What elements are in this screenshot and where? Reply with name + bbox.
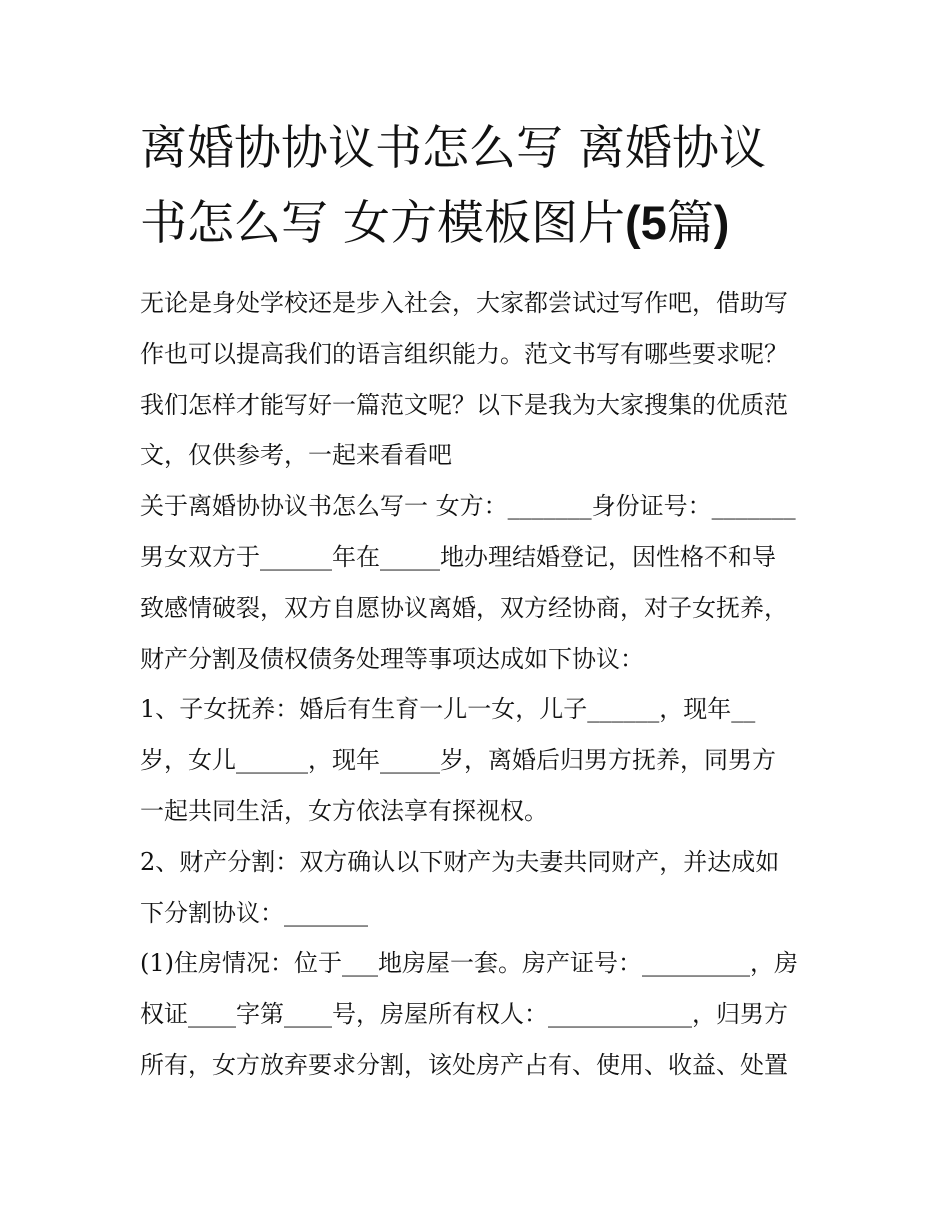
body-line: 无论是身处学校还是步入社会，大家都尝试过写作吧，借助写 — [140, 289, 788, 317]
title-line-1: 离婚协协议书怎么写 离婚协议 — [140, 121, 766, 176]
title-close-paren: ) — [713, 196, 730, 249]
body-line: 所有，女方放弃要求分割，该处房产占有、使用、收益、处置 — [140, 1050, 788, 1079]
body-line: 我们怎样才能写好一篇范文呢？以下是我为大家搜集的优质范 — [140, 390, 788, 419]
title-line-2: 书怎么写 女方模板图片(5篇) — [140, 196, 730, 251]
body-line: 1、子女抚养：婚后有生育一儿一女，儿子______，现年__ — [140, 695, 756, 724]
body-line: 权证____字第____号，房屋所有权人：____________，归男方 — [140, 1000, 788, 1029]
body-line: 作也可以提高我们的语言组织能力。范文书写有哪些要求呢？ — [140, 339, 788, 368]
body-line: 财产分割及债权债务处理等事项达成如下协议： — [140, 644, 644, 673]
body-line: (1)住房情况：位于___地房屋一套。房产证号：_________，房 — [140, 949, 798, 978]
body-line: 岁，女儿______，现年_____岁，离婚后归男方抚养，同男方 — [140, 746, 776, 775]
title-count: (5 — [624, 196, 667, 249]
body-line: 下分割协议：_______ — [140, 898, 368, 927]
document-title — [140, 112, 830, 261]
body-line: 2、财产分割：双方确认以下财产为夫妻共同财产，并达成如 — [140, 847, 780, 876]
body-line: 关于离婚协协议书怎么写一 女方：_______身份证号：_______ — [140, 492, 796, 521]
body-line: 致感情破裂，双方自愿协议离婚，双方经协商，对子女抚养， — [140, 593, 788, 622]
body-line: 男女双方于______年在_____地办理结婚登记，因性格不和导 — [140, 542, 776, 571]
document-body — [140, 278, 830, 1091]
body-line: 一起共同生活，女方依法享有探视权。 — [140, 796, 548, 825]
body-line: 文，仅供参考，一起来看看吧 — [140, 441, 452, 470]
